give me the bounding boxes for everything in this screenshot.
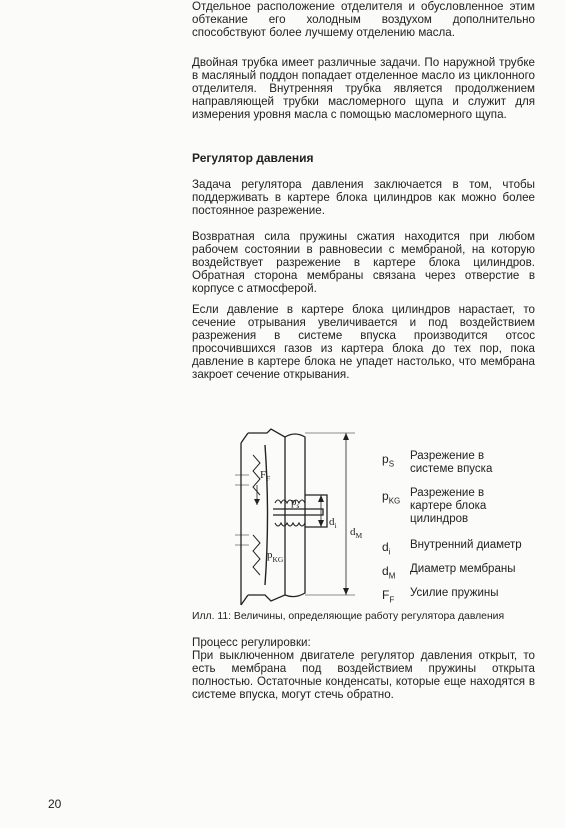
label-inner-diameter: $d_i$ xyxy=(329,516,337,530)
legend-text-di: Внутренний диаметр xyxy=(410,539,522,551)
legend-symbol-pkg: $p_{KG}$ xyxy=(382,489,401,506)
paragraph-regulation-title: Процесс регулировки: xyxy=(192,636,311,649)
paragraph-pressure-rise: Если давление в картере блока цилиндров нарастает, то сечение отрывания увеличивается и под воздействием разрежения в системе впуска производится отсос просочившихся газов из картера блока до тех пор, пока давление в картере блока не упадет настолько, что мембрана закроет сечение открывания. xyxy=(192,303,535,382)
legend-text-ff: Усилие пружины xyxy=(410,587,499,599)
legend-symbol-ff: $F_F$ xyxy=(382,588,395,605)
legend-symbol-di: $d_i$ xyxy=(382,540,391,557)
paragraph-spring-force: Возвратная сила пружины сжатия находится при любом рабочем состоянии в равновесии с мембраной, на которую воздействует разрежение в картере блока цилиндров. Обратная сторона мембраны связана через отверстие в корпусе с атмосферой. xyxy=(192,230,535,296)
section-heading: Регулятор давления xyxy=(192,151,314,165)
legend-text-pkg: Разрежение в картере блока цилиндров xyxy=(410,487,487,525)
label-intake-vacuum: $p_s$ xyxy=(291,496,300,510)
legend-text-ps: Разрежение в системе впуска xyxy=(410,450,493,475)
paragraph-regulation-process: При выключенном двигателе регулятор давления открыт, то есть мембрана под воздействием пружины открыта полностью. Остаточные конденсаты, которые еще находятся в системе впуска, могут стечь обратно. xyxy=(192,649,535,702)
figure-caption: Илл. 11: Величины, определяющие работу регулятора давления xyxy=(192,611,505,622)
legend-symbol-dm: $d_M$ xyxy=(382,564,396,581)
paragraph-double-tube: Двойная трубка имеет различные задачи. По наружной трубке в масляный поддон попадает отделенное масло из циклонного отделителя. Внутренняя трубка является продолжением направляющей трубки масломерного щупа и служит для измерения уровня масла с помощью масломерного щупа. xyxy=(192,56,535,122)
label-crankcase-vacuum: $p_{KG}$ xyxy=(267,549,284,564)
label-membrane-diameter: $d_M$ xyxy=(350,526,363,540)
paragraph-oil-separation: Отдельное расположение отделителя и обусловленное этим обтекание его холодным воздухом дополнительно способствуют более лучшему отделению масла. xyxy=(192,0,535,40)
legend-symbol-ps: $p_S$ xyxy=(382,452,395,469)
legend-text-dm: Диаметр мембраны xyxy=(410,563,516,575)
pressure-regulator-diagram xyxy=(205,415,365,610)
page-number: 20 xyxy=(48,797,62,811)
label-spring-force: $F_F$ xyxy=(260,469,271,483)
paragraph-regulator-task: Задача регулятора давления заключается в том, чтобы поддерживать в картере блока цилиндров как можно более постоянное разрежение. xyxy=(192,178,535,218)
